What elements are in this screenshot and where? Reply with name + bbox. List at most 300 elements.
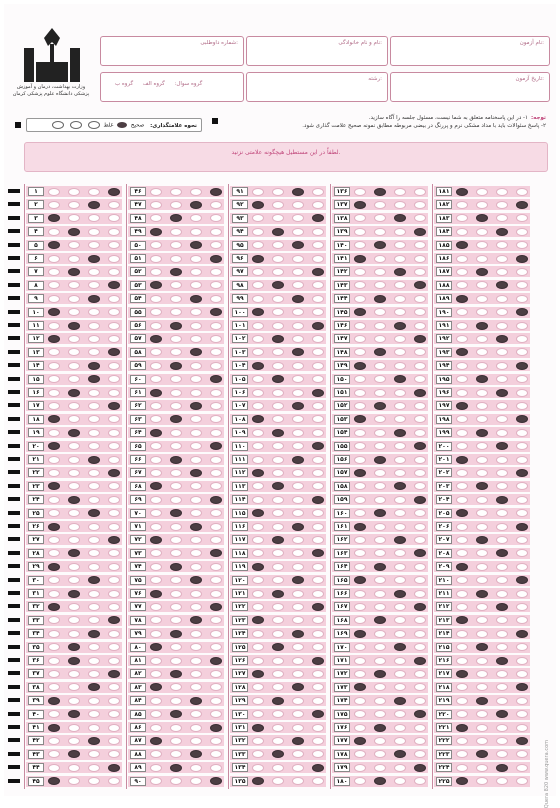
answer-bubble[interactable] <box>272 657 284 665</box>
answer-bubble[interactable] <box>210 563 222 571</box>
answer-bubble[interactable] <box>354 335 366 343</box>
answer-bubble[interactable] <box>210 469 222 477</box>
answer-bubble[interactable] <box>476 590 488 598</box>
answer-bubble[interactable] <box>170 362 182 370</box>
answer-bubble[interactable] <box>190 362 202 370</box>
answer-bubble[interactable] <box>476 496 488 504</box>
answer-bubble[interactable] <box>476 268 488 276</box>
answer-bubble[interactable] <box>374 362 386 370</box>
answer-bubble[interactable] <box>48 764 60 772</box>
answer-bubble[interactable] <box>312 402 324 410</box>
answer-bubble[interactable] <box>210 697 222 705</box>
answer-bubble[interactable] <box>292 603 304 611</box>
answer-bubble[interactable] <box>210 670 222 678</box>
answer-bubble[interactable] <box>252 536 264 544</box>
answer-bubble[interactable] <box>150 268 162 276</box>
answer-bubble[interactable] <box>210 496 222 504</box>
answer-bubble[interactable] <box>68 255 80 263</box>
answer-bubble[interactable] <box>292 255 304 263</box>
answer-bubble[interactable] <box>374 630 386 638</box>
answer-bubble[interactable] <box>516 657 528 665</box>
answer-bubble[interactable] <box>374 335 386 343</box>
answer-bubble[interactable] <box>68 469 80 477</box>
answer-bubble[interactable] <box>272 630 284 638</box>
answer-bubble[interactable] <box>190 188 202 196</box>
answer-bubble[interactable] <box>292 295 304 303</box>
answer-bubble[interactable] <box>456 188 468 196</box>
answer-bubble[interactable] <box>354 389 366 397</box>
answer-bubble[interactable] <box>292 201 304 209</box>
answer-bubble[interactable] <box>88 523 100 531</box>
answer-bubble[interactable] <box>108 630 120 638</box>
answer-bubble[interactable] <box>252 764 264 772</box>
answer-bubble[interactable] <box>108 536 120 544</box>
answer-bubble[interactable] <box>210 429 222 437</box>
answer-bubble[interactable] <box>496 402 508 410</box>
answer-bubble[interactable] <box>68 228 80 236</box>
answer-bubble[interactable] <box>354 402 366 410</box>
answer-bubble[interactable] <box>68 295 80 303</box>
answer-bubble[interactable] <box>88 536 100 544</box>
answer-bubble[interactable] <box>414 737 426 745</box>
answer-bubble[interactable] <box>476 362 488 370</box>
answer-bubble[interactable] <box>394 590 406 598</box>
answer-bubble[interactable] <box>272 335 284 343</box>
answer-bubble[interactable] <box>108 295 120 303</box>
answer-bubble[interactable] <box>170 268 182 276</box>
answer-bubble[interactable] <box>312 657 324 665</box>
answer-bubble[interactable] <box>516 188 528 196</box>
answer-bubble[interactable] <box>252 724 264 732</box>
answer-bubble[interactable] <box>414 255 426 263</box>
answer-bubble[interactable] <box>456 335 468 343</box>
answer-bubble[interactable] <box>496 603 508 611</box>
answer-bubble[interactable] <box>170 697 182 705</box>
answer-bubble[interactable] <box>312 362 324 370</box>
answer-bubble[interactable] <box>516 335 528 343</box>
answer-bubble[interactable] <box>292 670 304 678</box>
answer-bubble[interactable] <box>496 590 508 598</box>
answer-bubble[interactable] <box>252 630 264 638</box>
answer-bubble[interactable] <box>108 429 120 437</box>
answer-bubble[interactable] <box>150 389 162 397</box>
answer-bubble[interactable] <box>456 402 468 410</box>
answer-bubble[interactable] <box>48 630 60 638</box>
answer-bubble[interactable] <box>150 402 162 410</box>
answer-bubble[interactable] <box>292 389 304 397</box>
answer-bubble[interactable] <box>150 255 162 263</box>
answer-bubble[interactable] <box>374 228 386 236</box>
answer-bubble[interactable] <box>88 764 100 772</box>
answer-bubble[interactable] <box>68 188 80 196</box>
answer-bubble[interactable] <box>108 268 120 276</box>
answer-bubble[interactable] <box>312 322 324 330</box>
answer-bubble[interactable] <box>292 536 304 544</box>
answer-bubble[interactable] <box>516 697 528 705</box>
answer-bubble[interactable] <box>252 295 264 303</box>
answer-bubble[interactable] <box>150 188 162 196</box>
answer-bubble[interactable] <box>272 536 284 544</box>
answer-bubble[interactable] <box>210 322 222 330</box>
answer-bubble[interactable] <box>210 590 222 598</box>
answer-bubble[interactable] <box>354 429 366 437</box>
answer-bubble[interactable] <box>476 670 488 678</box>
answer-bubble[interactable] <box>354 255 366 263</box>
answer-bubble[interactable] <box>354 670 366 678</box>
answer-bubble[interactable] <box>354 724 366 732</box>
answer-bubble[interactable] <box>374 469 386 477</box>
answer-bubble[interactable] <box>394 322 406 330</box>
answer-bubble[interactable] <box>190 322 202 330</box>
answer-bubble[interactable] <box>496 255 508 263</box>
answer-bubble[interactable] <box>272 469 284 477</box>
answer-bubble[interactable] <box>414 496 426 504</box>
answer-bubble[interactable] <box>516 389 528 397</box>
answer-bubble[interactable] <box>48 590 60 598</box>
answer-bubble[interactable] <box>68 523 80 531</box>
answer-bubble[interactable] <box>190 402 202 410</box>
group-b[interactable]: گروه ب <box>115 81 134 87</box>
answer-bubble[interactable] <box>190 724 202 732</box>
answer-bubble[interactable] <box>516 764 528 772</box>
major-field[interactable]: رشته: <box>246 72 388 102</box>
answer-bubble[interactable] <box>456 563 468 571</box>
answer-bubble[interactable] <box>476 429 488 437</box>
answer-bubble[interactable] <box>374 429 386 437</box>
answer-bubble[interactable] <box>108 523 120 531</box>
answer-bubble[interactable] <box>476 228 488 236</box>
answer-bubble[interactable] <box>414 697 426 705</box>
answer-bubble[interactable] <box>516 456 528 464</box>
answer-bubble[interactable] <box>476 630 488 638</box>
answer-bubble[interactable] <box>456 764 468 772</box>
answer-bubble[interactable] <box>496 295 508 303</box>
answer-bubble[interactable] <box>108 469 120 477</box>
answer-bubble[interactable] <box>414 228 426 236</box>
answer-bubble[interactable] <box>312 603 324 611</box>
answer-bubble[interactable] <box>210 268 222 276</box>
answer-bubble[interactable] <box>476 322 488 330</box>
answer-bubble[interactable] <box>312 456 324 464</box>
answer-bubble[interactable] <box>476 456 488 464</box>
answer-bubble[interactable] <box>312 268 324 276</box>
answer-bubble[interactable] <box>252 603 264 611</box>
answer-bubble[interactable] <box>394 362 406 370</box>
answer-bubble[interactable] <box>190 255 202 263</box>
answer-bubble[interactable] <box>88 255 100 263</box>
answer-bubble[interactable] <box>374 603 386 611</box>
answer-bubble[interactable] <box>190 429 202 437</box>
answer-bubble[interactable] <box>108 362 120 370</box>
answer-bubble[interactable] <box>252 335 264 343</box>
answer-bubble[interactable] <box>456 657 468 665</box>
answer-bubble[interactable] <box>68 402 80 410</box>
answer-bubble[interactable] <box>210 389 222 397</box>
answer-bubble[interactable] <box>312 201 324 209</box>
answer-bubble[interactable] <box>252 255 264 263</box>
answer-bubble[interactable] <box>456 630 468 638</box>
answer-bubble[interactable] <box>252 737 264 745</box>
answer-bubble[interactable] <box>456 389 468 397</box>
answer-bubble[interactable] <box>394 188 406 196</box>
answer-bubble[interactable] <box>170 389 182 397</box>
answer-bubble[interactable] <box>272 362 284 370</box>
answer-bubble[interactable] <box>252 188 264 196</box>
answer-bubble[interactable] <box>170 724 182 732</box>
answer-bubble[interactable] <box>68 389 80 397</box>
answer-bubble[interactable] <box>210 737 222 745</box>
answer-bubble[interactable] <box>88 630 100 638</box>
answer-bubble[interactable] <box>496 523 508 531</box>
answer-bubble[interactable] <box>272 697 284 705</box>
answer-bubble[interactable] <box>374 295 386 303</box>
answer-bubble[interactable] <box>48 295 60 303</box>
answer-bubble[interactable] <box>272 201 284 209</box>
answer-bubble[interactable] <box>170 255 182 263</box>
answer-bubble[interactable] <box>190 670 202 678</box>
answer-bubble[interactable] <box>414 456 426 464</box>
answer-bubble[interactable] <box>292 737 304 745</box>
answer-bubble[interactable] <box>88 188 100 196</box>
answer-bubble[interactable] <box>150 201 162 209</box>
answer-bubble[interactable] <box>108 335 120 343</box>
answer-bubble[interactable] <box>88 335 100 343</box>
answer-bubble[interactable] <box>108 563 120 571</box>
answer-bubble[interactable] <box>292 469 304 477</box>
answer-bubble[interactable] <box>210 402 222 410</box>
answer-bubble[interactable] <box>108 188 120 196</box>
answer-bubble[interactable] <box>516 670 528 678</box>
answer-bubble[interactable] <box>456 255 468 263</box>
answer-bubble[interactable] <box>190 389 202 397</box>
answer-bubble[interactable] <box>292 523 304 531</box>
answer-bubble[interactable] <box>292 402 304 410</box>
answer-bubble[interactable] <box>68 697 80 705</box>
answer-bubble[interactable] <box>496 228 508 236</box>
answer-bubble[interactable] <box>48 389 60 397</box>
answer-bubble[interactable] <box>190 295 202 303</box>
answer-bubble[interactable] <box>170 188 182 196</box>
answer-bubble[interactable] <box>150 362 162 370</box>
answer-bubble[interactable] <box>414 536 426 544</box>
answer-bubble[interactable] <box>292 335 304 343</box>
answer-bubble[interactable] <box>496 201 508 209</box>
answer-bubble[interactable] <box>414 764 426 772</box>
answer-bubble[interactable] <box>48 268 60 276</box>
answer-bubble[interactable] <box>456 429 468 437</box>
answer-bubble[interactable] <box>516 362 528 370</box>
answer-bubble[interactable] <box>48 563 60 571</box>
answer-bubble[interactable] <box>374 670 386 678</box>
answer-bubble[interactable] <box>48 255 60 263</box>
answer-bubble[interactable] <box>68 563 80 571</box>
answer-bubble[interactable] <box>108 590 120 598</box>
answer-bubble[interactable] <box>68 429 80 437</box>
answer-bubble[interactable] <box>496 657 508 665</box>
answer-bubble[interactable] <box>170 590 182 598</box>
answer-bubble[interactable] <box>68 670 80 678</box>
answer-bubble[interactable] <box>394 737 406 745</box>
candidate-number-field[interactable]: شماره داوطلبی: <box>100 36 244 66</box>
answer-bubble[interactable] <box>496 737 508 745</box>
answer-bubble[interactable] <box>496 764 508 772</box>
answer-bubble[interactable] <box>414 590 426 598</box>
answer-bubble[interactable] <box>374 268 386 276</box>
answer-bubble[interactable] <box>150 724 162 732</box>
answer-bubble[interactable] <box>394 201 406 209</box>
answer-bubble[interactable] <box>496 362 508 370</box>
answer-bubble[interactable] <box>252 456 264 464</box>
answer-bubble[interactable] <box>394 268 406 276</box>
answer-bubble[interactable] <box>456 536 468 544</box>
answer-bubble[interactable] <box>272 295 284 303</box>
answer-bubble[interactable] <box>414 563 426 571</box>
answer-bubble[interactable] <box>252 389 264 397</box>
answer-bubble[interactable] <box>68 496 80 504</box>
answer-bubble[interactable] <box>210 295 222 303</box>
answer-bubble[interactable] <box>272 670 284 678</box>
answer-bubble[interactable] <box>88 563 100 571</box>
answer-bubble[interactable] <box>272 228 284 236</box>
answer-bubble[interactable] <box>210 335 222 343</box>
answer-bubble[interactable] <box>496 630 508 638</box>
answer-bubble[interactable] <box>414 657 426 665</box>
answer-bubble[interactable] <box>496 536 508 544</box>
answer-bubble[interactable] <box>170 201 182 209</box>
answer-bubble[interactable] <box>272 764 284 772</box>
answer-bubble[interactable] <box>414 724 426 732</box>
answer-bubble[interactable] <box>272 563 284 571</box>
answer-bubble[interactable] <box>170 563 182 571</box>
answer-bubble[interactable] <box>516 268 528 276</box>
answer-bubble[interactable] <box>292 496 304 504</box>
answer-bubble[interactable] <box>252 201 264 209</box>
answer-bubble[interactable] <box>414 362 426 370</box>
answer-bubble[interactable] <box>190 630 202 638</box>
answer-bubble[interactable] <box>516 496 528 504</box>
answer-bubble[interactable] <box>68 362 80 370</box>
answer-bubble[interactable] <box>456 496 468 504</box>
answer-bubble[interactable] <box>414 201 426 209</box>
answer-bubble[interactable] <box>48 362 60 370</box>
answer-bubble[interactable] <box>292 456 304 464</box>
answer-bubble[interactable] <box>374 389 386 397</box>
answer-bubble[interactable] <box>88 295 100 303</box>
answer-bubble[interactable] <box>170 295 182 303</box>
answer-bubble[interactable] <box>108 255 120 263</box>
answer-bubble[interactable] <box>456 295 468 303</box>
answer-bubble[interactable] <box>414 335 426 343</box>
answer-bubble[interactable] <box>394 335 406 343</box>
answer-bubble[interactable] <box>108 322 120 330</box>
answer-bubble[interactable] <box>252 670 264 678</box>
answer-bubble[interactable] <box>496 496 508 504</box>
answer-bubble[interactable] <box>210 456 222 464</box>
answer-bubble[interactable] <box>48 402 60 410</box>
answer-bubble[interactable] <box>68 657 80 665</box>
answer-bubble[interactable] <box>88 268 100 276</box>
answer-bubble[interactable] <box>190 201 202 209</box>
answer-bubble[interactable] <box>170 228 182 236</box>
answer-bubble[interactable] <box>108 456 120 464</box>
full-name-field[interactable]: نام و نام خانوادگی: <box>246 36 388 66</box>
answer-bubble[interactable] <box>88 657 100 665</box>
answer-bubble[interactable] <box>456 670 468 678</box>
answer-bubble[interactable] <box>48 657 60 665</box>
answer-bubble[interactable] <box>272 268 284 276</box>
answer-bubble[interactable] <box>150 697 162 705</box>
answer-bubble[interactable] <box>476 737 488 745</box>
answer-bubble[interactable] <box>312 188 324 196</box>
answer-bubble[interactable] <box>272 255 284 263</box>
answer-bubble[interactable] <box>108 697 120 705</box>
answer-bubble[interactable] <box>252 268 264 276</box>
answer-bubble[interactable] <box>312 295 324 303</box>
answer-bubble[interactable] <box>252 590 264 598</box>
answer-bubble[interactable] <box>210 201 222 209</box>
answer-bubble[interactable] <box>190 563 202 571</box>
answer-bubble[interactable] <box>170 536 182 544</box>
answer-bubble[interactable] <box>312 469 324 477</box>
answer-bubble[interactable] <box>48 697 60 705</box>
answer-bubble[interactable] <box>394 724 406 732</box>
answer-bubble[interactable] <box>292 322 304 330</box>
answer-bubble[interactable] <box>354 657 366 665</box>
answer-bubble[interactable] <box>48 724 60 732</box>
answer-bubble[interactable] <box>292 657 304 665</box>
answer-bubble[interactable] <box>374 322 386 330</box>
answer-bubble[interactable] <box>312 630 324 638</box>
answer-bubble[interactable] <box>150 737 162 745</box>
answer-bubble[interactable] <box>150 630 162 638</box>
answer-bubble[interactable] <box>414 603 426 611</box>
answer-bubble[interactable] <box>88 322 100 330</box>
answer-bubble[interactable] <box>516 563 528 571</box>
answer-bubble[interactable] <box>108 670 120 678</box>
answer-bubble[interactable] <box>476 657 488 665</box>
answer-bubble[interactable] <box>272 724 284 732</box>
answer-bubble[interactable] <box>292 590 304 598</box>
answer-bubble[interactable] <box>394 563 406 571</box>
answer-bubble[interactable] <box>150 563 162 571</box>
answer-bubble[interactable] <box>68 764 80 772</box>
answer-bubble[interactable] <box>394 389 406 397</box>
answer-bubble[interactable] <box>190 536 202 544</box>
answer-bubble[interactable] <box>312 496 324 504</box>
answer-bubble[interactable] <box>414 389 426 397</box>
answer-bubble[interactable] <box>456 456 468 464</box>
answer-bubble[interactable] <box>312 536 324 544</box>
answer-bubble[interactable] <box>252 429 264 437</box>
answer-bubble[interactable] <box>394 255 406 263</box>
answer-bubble[interactable] <box>210 188 222 196</box>
answer-bubble[interactable] <box>456 322 468 330</box>
answer-bubble[interactable] <box>68 201 80 209</box>
answer-bubble[interactable] <box>394 657 406 665</box>
answer-bubble[interactable] <box>292 268 304 276</box>
answer-bubble[interactable] <box>252 362 264 370</box>
answer-bubble[interactable] <box>476 389 488 397</box>
answer-bubble[interactable] <box>374 201 386 209</box>
answer-bubble[interactable] <box>354 469 366 477</box>
answer-bubble[interactable] <box>394 523 406 531</box>
answer-bubble[interactable] <box>312 389 324 397</box>
answer-bubble[interactable] <box>190 469 202 477</box>
answer-bubble[interactable] <box>48 670 60 678</box>
answer-bubble[interactable] <box>394 456 406 464</box>
answer-bubble[interactable] <box>394 697 406 705</box>
answer-bubble[interactable] <box>354 456 366 464</box>
